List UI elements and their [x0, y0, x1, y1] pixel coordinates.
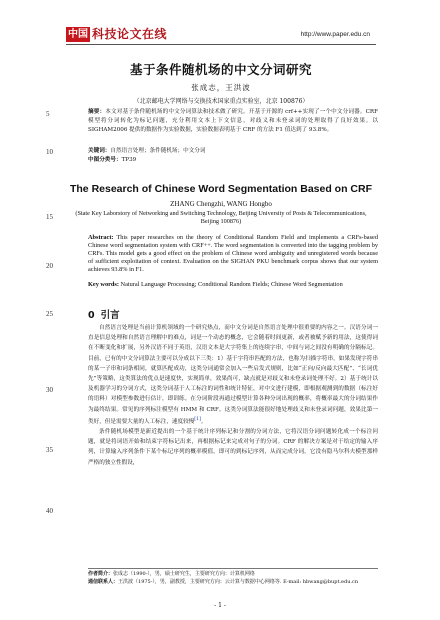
- line-number: 40: [46, 507, 53, 515]
- classification-code: TP39: [121, 157, 137, 163]
- english-keywords-label: Key words:: [88, 281, 119, 288]
- line-number: 30: [46, 386, 53, 394]
- site-url[interactable]: http://www.paper.edu.cn: [300, 31, 370, 38]
- section-heading: [88, 307, 126, 321]
- chinese-affiliation: （北京邮电大学网络与交换技术国家重点实验室，北京 100876）: [133, 98, 309, 105]
- line-number: 5: [46, 110, 50, 118]
- site-logo[interactable]: [66, 26, 167, 42]
- chinese-keywords: [88, 147, 378, 156]
- contact-info: [88, 579, 378, 587]
- section-number: 0: [88, 310, 95, 321]
- author-bio-text: 张成志（1990-），男，硕士研究生，主要研究方向：计算机网络: [113, 571, 255, 577]
- chinese-title: 基于条件随机场的中文分词研究: [129, 62, 312, 77]
- page-number: - 1 -: [214, 602, 226, 609]
- classification-label: 中图分类号：: [88, 157, 122, 163]
- footnote: [88, 571, 378, 586]
- english-keywords-text: Natural Language Processing; Conditional Random Fields; Chinese Word Segmentation: [120, 281, 343, 288]
- chinese-abstract-text: 本文对基于条件随机场的中文分词算法和技术做了研究。开基于开源的 crf++实现了一个中文分词器。CRF 模型将分词转化为标记问题，充分利用文本上下文信息，对歧义和未登录词的处理取得了良好效果。以 SIGHAM2006 提供的数据作为实验数据，实验数据表明基于 CRF 的方法 F1 值达到了 93.8%。: [88, 109, 378, 133]
- english-affiliation: (State Key Laborstory of Networking and Switching Technology, Beijing University of Posts & Telecommunications, Beijing 100876): [75, 210, 367, 225]
- contact-text: 王洪波（1975-），男，副教授，主要研究方向：云计算与数据中心网络等. E-mail: hbwang@bupt.edu.cn: [118, 578, 359, 585]
- english-abstract-text: This paper researches on the theory of Conditional Random Field and implements a CRFs-based Chinese word segmentation system with CRF++. The word segmentation is converted into the tagging problem by CRFs. This model gets a good effect on the problem of Chinese word ambiguity and unregistered words because of sufficient exploitation of context. Evaluation on the SIGHAN PKU benchmark corpus shows that our system achieves 93.8% in F1.: [88, 234, 378, 273]
- body-paragraph: 条件随机场模型是新近提出的一个基于统计序列标记和分割的分词方法，它将汉语分词问题转化成一个标注问题，就是将词语开始和结束字符标记出来，再根据标记来完成对句子的分词。CRF 的解决方案是对于给定的输入序列，计算输入序列条件下某个标记序列的概率模值，即可的到标记序列，从而完成分词。它没有隐马尔科夫模型那样严格的独立性假设，: [88, 428, 378, 466]
- chinese-classification: [88, 156, 378, 165]
- chinese-abstract: [88, 108, 378, 135]
- line-number: 25: [46, 310, 53, 318]
- citation-link[interactable]: [1]: [194, 416, 201, 422]
- logo-mark: 中国: [68, 28, 88, 40]
- paragraph-end: 。: [200, 418, 207, 425]
- paragraph-text: 自然语言处理是当前计算机领域的一个研究热点，而中文分词是自然语言处理中很重要的内容之一。汉语分词一直是信息处理和自然语言理解中的难点，词是一个动态的概念，它会随着时间更新，或者被赋予新的用法，这使得词在不断变化和扩展，另外汉语不同于英语，汉语文本是大字符集上的连续字串，中间与词之间没有明确的分隔标记。目前，已有的中文分词算法主要可以分成以下三类：1）基于字符串匹配的方法，也称为扫描字符串，如果发现字符串的某一子串和词条相同，就算匹配成功，这类分词通常会加入一些启发式规则，比如“正向/反向最大匹配”、“长词优先”等策略，这类算法的优点是速度快，实现简单，效果尚可，缺点就是对歧义和未登录词处理不好。2）基于统计以及机器学习的分词方式，这类分词基于人工标注的词性和统计特征，对中文进行建模，即根据观测到的数据（标注好的语料）对模型参数进行估计，即训练。在分词阶段再通过模型计算各种分词出现的概率，将概率最大的分词结果作为最终结果。常见的序列标注模型有 HMM 和 CRF。这类分词算法能很好地处理歧义和未登录词问题，效果比第一类好，但是需要大量的人工标注，速度较慢: [88, 325, 378, 425]
- line-number: 10: [46, 148, 53, 156]
- chinese-keywords-text: 自然语言处理；条件随机场；中文分词: [110, 148, 206, 154]
- section-title: 引言: [100, 310, 120, 321]
- english-keywords: [88, 281, 378, 289]
- chinese-keywords-label: 关键词：: [88, 148, 111, 154]
- page-header: [0, 26, 440, 44]
- english-authors: ZHANG Chengzhi, WANG Hongbo: [170, 200, 272, 208]
- author-bio: [88, 571, 378, 579]
- line-number: 20: [46, 262, 53, 270]
- header-divider: [66, 44, 376, 45]
- chinese-abstract-label: 摘要：: [88, 109, 106, 115]
- line-number: 35: [46, 446, 53, 454]
- line-number: 15: [46, 213, 53, 221]
- english-title: The Research of Chinese Word Segmentation Based on CRF: [69, 183, 373, 195]
- logo-text: 科技论文在线: [92, 27, 168, 41]
- contact-label: 通信联系人：: [88, 578, 119, 585]
- body-text: [88, 323, 378, 468]
- english-abstract: [88, 234, 378, 274]
- english-abstract-label: Abstract:: [88, 234, 114, 241]
- author-bio-label: 作者简介：: [88, 571, 114, 577]
- chinese-authors: 张成志，王洪波: [191, 83, 251, 92]
- body-paragraph: [88, 323, 378, 427]
- footnote-divider: [88, 568, 378, 569]
